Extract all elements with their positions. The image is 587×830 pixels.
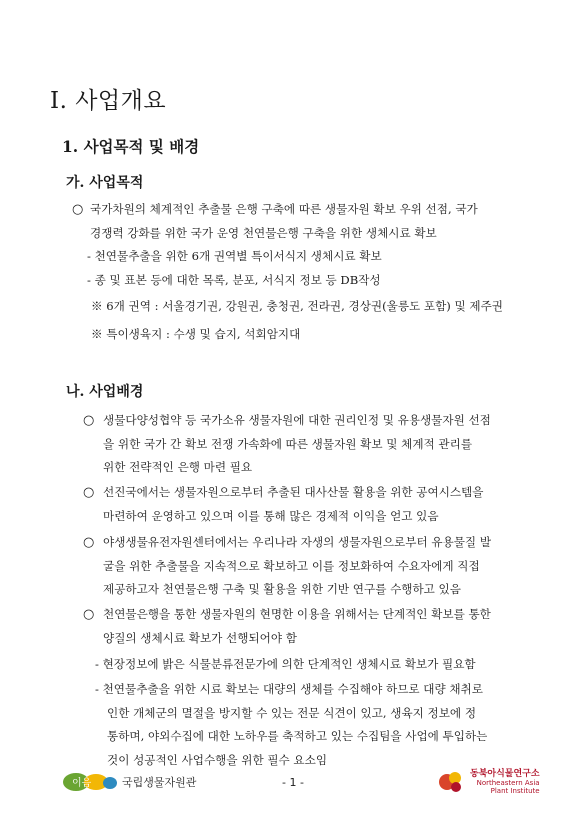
- page-heading-2: 1. 사업목적 및 배경: [62, 137, 200, 156]
- section-b-bullet-4: ○: [83, 607, 95, 622]
- text-line: 천연물은행을 통한 생물자원의 현명한 이용을 위해서는 단계적인 확보를 통한: [103, 607, 491, 621]
- footer-right-logo: [436, 766, 540, 795]
- plant-institute-logo-icon: [436, 768, 466, 794]
- text-line: 선진국에서는 생물자원으로부터 추출된 대사산물 활용을 위한 공여시스템을: [103, 485, 484, 499]
- section-b-bullet-2: ○: [83, 485, 95, 500]
- section-b-paragraph-3: [103, 531, 533, 602]
- footer-org-name: 국립생물자원관: [122, 776, 197, 789]
- section-b-paragraph-2: [103, 481, 533, 528]
- section-b-bullet-1: ○: [83, 413, 95, 428]
- text-line: 국가차원의 체계적인 추출물 은행 구축에 따른 생물자원 확보 우위 선점, 국가: [90, 202, 478, 216]
- section-b-title: 나. 사업배경: [66, 384, 144, 400]
- page-heading-1: I. 사업개요: [50, 88, 167, 114]
- section-a-bullet: ○: [72, 202, 84, 217]
- text-line: 을 위한 국가 간 확보 전쟁 가속화에 따른 생물자원 확보 및 체계적 관리를: [103, 436, 473, 451]
- text-line: 경쟁력 강화를 위한 국가 운영 천연물은행 구축을 위한 생체시료 확보: [90, 225, 437, 240]
- institute-name-en-1: Northeastern Asia: [476, 779, 540, 787]
- section-b-bullet-3: ○: [83, 535, 95, 550]
- text-line: 굴을 위한 추출물을 지속적으로 확보하고 이를 정보화하여 수요자에게 직접: [103, 558, 480, 573]
- text-line: 것이 성공적인 사업수행을 위한 필수 요소임: [107, 752, 328, 767]
- institute-name-en-2: Plant Institute: [490, 787, 540, 795]
- section-a-paragraph-1: [90, 198, 545, 245]
- section-a-title: 가. 사업목적: [66, 175, 144, 191]
- text-line: - 천연물추출을 위한 시료 확보는 대량의 생체를 수집해야 하므로 대량 채취로: [95, 682, 483, 696]
- text-line: 통하며, 야외수집에 대한 노하우를 축적하고 있는 수집팀을 사업에 투입하는: [107, 729, 488, 743]
- section-b-paragraph-4: [103, 603, 533, 650]
- text-line: 야생생물유전자원센터에서는 우리나라 자생의 생물자원으로부터 유용물질 발: [103, 535, 492, 549]
- section-b-dash-2: [95, 678, 535, 772]
- text-line: 인한 개체군의 멸절을 방지할 수 있는 전문 식견이 있고, 생육지 정보에 정: [107, 705, 477, 720]
- text-line: 위한 전략적인 은행 마련 필요: [103, 460, 253, 474]
- section-a-note-1: ※ 6개 권역 : 서울경기권, 강원권, 충청권, 전라권, 경상권(울릉도 포함) 및 제주권: [91, 299, 503, 313]
- page-number: - 1 -: [282, 776, 304, 789]
- text-line: 제공하고자 천연물은행 구축 및 활용을 위한 기반 연구를 수행하고 있음: [103, 582, 461, 596]
- nibr-logo-icon: [62, 772, 118, 792]
- text-line: 마련하여 운영하고 있으며 이를 통해 많은 경제적 이익을 얻고 있음: [103, 508, 439, 523]
- section-b-dash-1: - 현장정보에 밝은 식물분류전문가에 의한 단계적인 생체시료 확보가 필요함: [95, 657, 476, 671]
- svg-text:이음: 이음: [72, 778, 92, 789]
- institute-name-ko: 동북아식물연구소: [470, 769, 540, 779]
- section-b-paragraph-1: [103, 409, 533, 480]
- section-a-dash-1: - 천연물추출을 위한 6개 권역별 특이서식지 생체시료 확보: [87, 249, 382, 263]
- section-a-note-2: ※ 특이생육지 : 수생 및 습지, 석회암지대: [91, 327, 301, 341]
- section-a-dash-2: - 종 및 표본 등에 대한 목록, 분포, 서식지 정보 등 DB작성: [87, 273, 381, 287]
- footer-left-logo: [62, 772, 196, 792]
- text-line: 생물다양성협약 등 국가소유 생물자원에 대한 권리인정 및 유용생물자원 선점: [103, 413, 491, 427]
- text-line: 양질의 생체시료 확보가 선행되어야 함: [103, 630, 297, 645]
